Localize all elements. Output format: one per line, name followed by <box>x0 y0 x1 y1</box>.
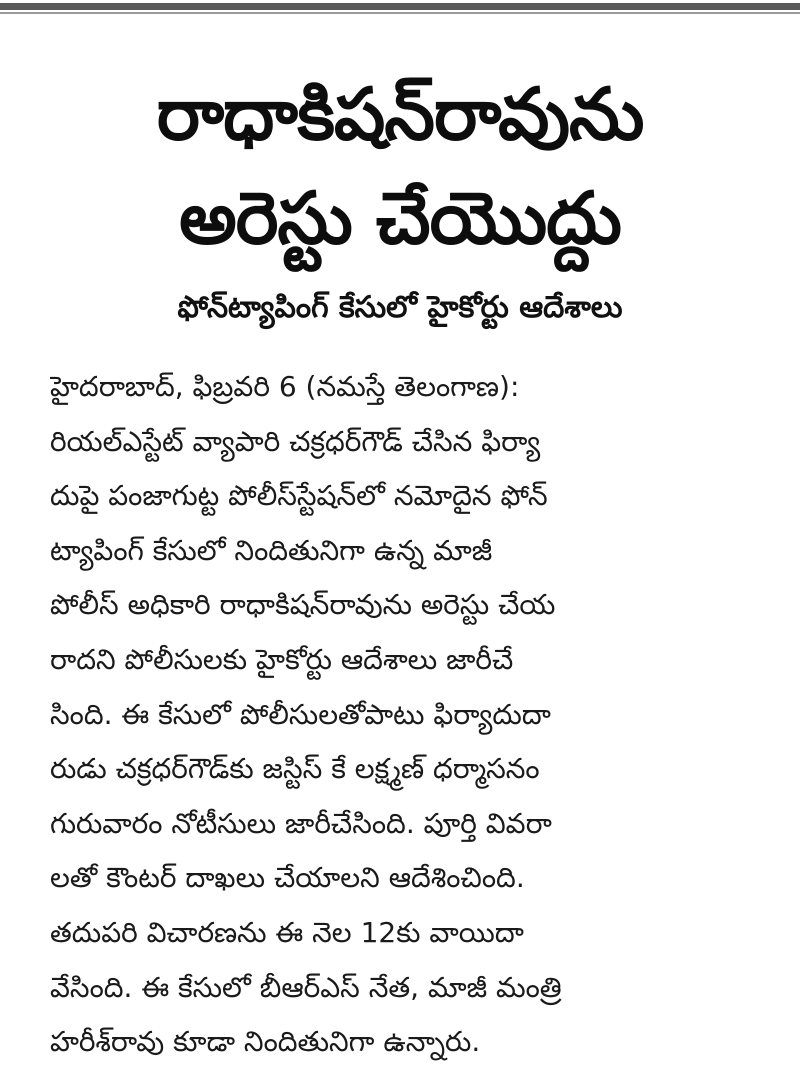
bottom-margin <box>0 1072 800 1082</box>
body-line: వేసింది. ఈ కేసులో బీఆర్‌ఎస్‌ నేత, మాజీ మంత్రి <box>50 970 562 1004</box>
subheadline: ఫోన్‌ట్యాపింగ్‌ కేసులో హైకోర్టు ఆదేశాలు <box>177 290 623 325</box>
body-line: రియల్‌ఎస్టేట్‌ వ్యాపారి చక్రధర్‌గౌడ్‌ చేసిన ఫిర్యా <box>50 424 541 458</box>
article-body <box>50 360 750 1070</box>
body-line: హరీశ్‌రావు కూడా నిందితునిగా ఉన్నారు. <box>50 1025 481 1059</box>
body-line: రుడు చక్రధర్‌గౌడ్‌కు జస్టిస్‌ కే లక్ష్మణ్‌ ధర్మాసనం <box>50 752 540 786</box>
body-line: పోలీస్‌ అధికారి రాధాకిషన్‌రావును అరెస్టు చేయ <box>50 588 556 622</box>
body-line: సింది. ఈ కేసులో పోలీసులతోపాటు ఫిర్యాదుదా <box>50 697 551 731</box>
body-line: ట్యాపింగ్‌ కేసులో నిందితునిగా ఉన్న మాజీ <box>50 533 493 567</box>
body-line: గురువారం నోటీసులు జారీచేసింది. పూర్తి వివరా <box>50 806 552 840</box>
body-line-dateline: హైదరాబాద్‌, ఫిబ్రవరి 6 (నమస్తే తెలంగాణ): <box>50 370 520 403</box>
body-line: లతో కౌంటర్‌ దాఖలు చేయాలని ఆదేశించింది. <box>50 861 525 895</box>
body-line: దుపై పంజాగుట్ట పోలీస్‌స్టేషన్‌లో నమోదైన ఫోన్‌ <box>50 479 548 513</box>
body-line: రాదని పోలీసులకు హైకోర్టు ఆదేశాలు జారీచే <box>50 642 514 676</box>
top-border-band-dark <box>0 3 800 10</box>
body-line: తదుపరి విచారణను ఈ నెల 12కు వాయిదా <box>50 915 524 949</box>
headline <box>40 62 760 270</box>
top-border-band-light <box>0 12 800 14</box>
headline-line-2: అరెస్టు చేయొద్దు <box>179 176 621 260</box>
top-border-rule <box>0 0 800 18</box>
headline-line-1: రాధాకిషన్‌రావును <box>156 72 644 156</box>
